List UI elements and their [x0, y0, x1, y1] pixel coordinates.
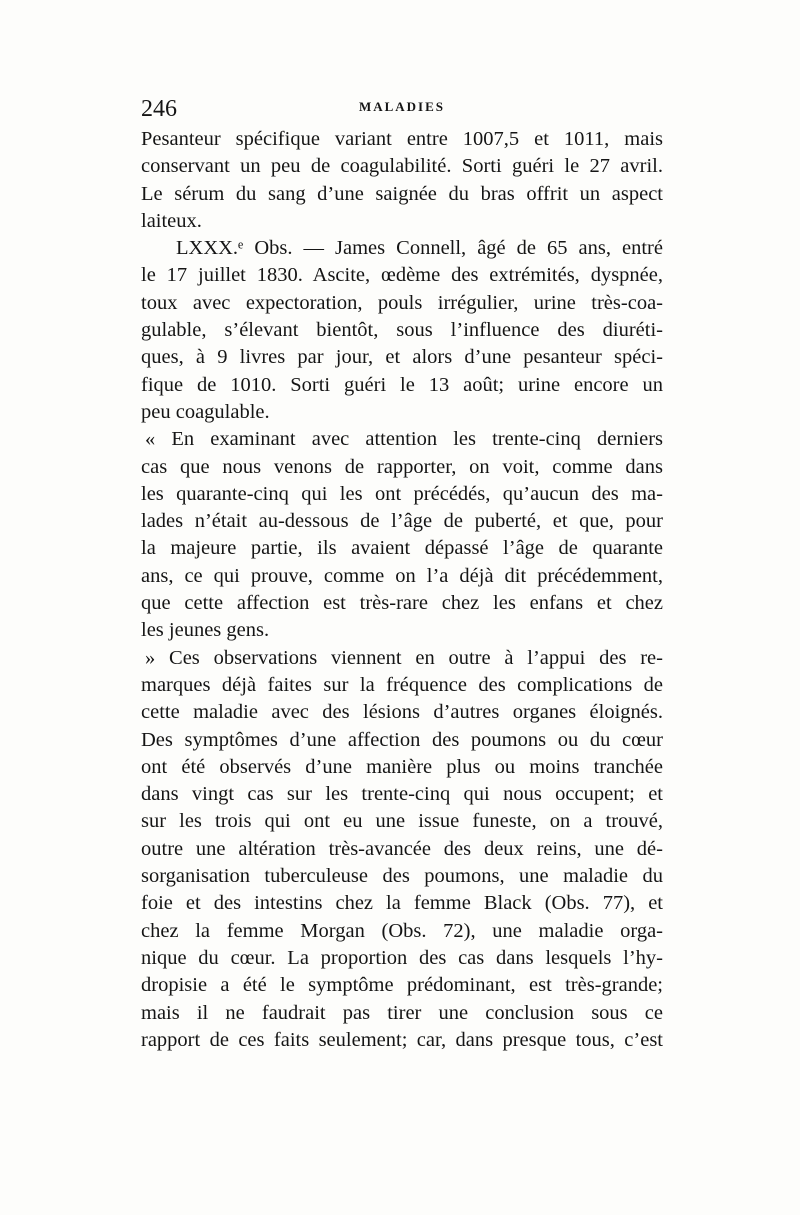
page-number: 246: [141, 96, 177, 122]
text-line: le 17 juillet 1830. Ascite, œdème des extrémités, dyspnée,: [141, 264, 663, 287]
text-line: foie et des intestins chez la femme Black (Obs. 77), et: [141, 892, 663, 915]
text-line: lades n’était au-dessous de l’âge de puberté, et que, pour: [141, 510, 663, 533]
running-title: MALADIES: [358, 99, 446, 114]
text-line: peu coagulable.: [141, 400, 270, 423]
text-line: sorganisation tuberculeuse des poumons, une maladie du: [141, 865, 663, 888]
text-line: les quarante-cinq qui les ont précédés, qu’aucun des ma-: [141, 482, 663, 505]
text-line: nique du cœur. La proportion des cas dans lesquels l’hy-: [141, 946, 663, 969]
text-line: Pesanteur spécifique variant entre 1007,5 et 1011, mais: [141, 128, 663, 150]
page-header: [141, 94, 663, 124]
text-line: mais il ne faudrait pas tirer une conclusion sous ce: [141, 1001, 663, 1024]
text-line: ont été observés d’une manière plus ou moins tranchée: [141, 755, 663, 778]
text-line: chez la femme Morgan (Obs. 72), une maladie orga-: [141, 919, 663, 942]
text-line: Le sérum du sang d’une saignée du bras offrit un aspect: [141, 182, 663, 205]
observation-heading-line: LXXX.ᵉ Obs. — James Connell, âgé de 65 ans, entré: [176, 237, 663, 260]
text-line: que cette affection est très-rare chez les enfans et chez: [141, 592, 663, 615]
text-line: sur les trois qui ont eu une issue funeste, on a trouvé,: [141, 810, 663, 833]
text-line: gulable, s’élevant bientôt, sous l’influence des diuréti-: [141, 319, 663, 342]
text-line: toux avec expectoration, pouls irrégulier, urine très-coa-: [141, 291, 663, 314]
text-line: marques déjà faites sur la fréquence des complications de: [141, 673, 663, 696]
text-line: laiteux.: [141, 209, 202, 232]
text-line: rapport de ces faits seulement; car, dans presque tous, c’est: [141, 1028, 663, 1051]
text-line: les jeunes gens.: [141, 619, 270, 642]
text-line: dans vingt cas sur les trente-cinq qui nous occupent; et: [141, 783, 663, 806]
text-line: dropisie a été le symptôme prédominant, est très-grande;: [141, 974, 663, 997]
text-line: fique de 1010. Sorti guéri le 13 août; urine encore un: [141, 373, 663, 396]
text-line: cette maladie avec des lésions d’autres organes éloignés.: [141, 701, 663, 724]
body-text: [141, 126, 663, 1054]
quote-paragraph-continuation: » Ces observations viennent en outre à l’appui des re-: [145, 646, 663, 669]
text-line: ans, ce qui prouve, comme on l’a déjà dit précédemment,: [141, 564, 663, 587]
text-line: la majeure partie, ils avaient dépassé l’âge de quarante: [141, 537, 663, 560]
text-line: outre une altération très-avancée des deux reins, une dé-: [141, 837, 663, 860]
text-line: cas que nous venons de rapporter, on voit, comme dans: [141, 455, 663, 478]
quote-paragraph-start: « En examinant avec attention les trente-cinq derniers: [145, 428, 663, 451]
text-line: conservant un peu de coagulabilité. Sorti guéri le 27 avril.: [141, 155, 663, 178]
text-line: ques, à 9 livres par jour, et alors d’une pesanteur spéci-: [141, 346, 663, 369]
text-line: Des symptômes d’une affection des poumons ou du cœur: [141, 728, 663, 751]
